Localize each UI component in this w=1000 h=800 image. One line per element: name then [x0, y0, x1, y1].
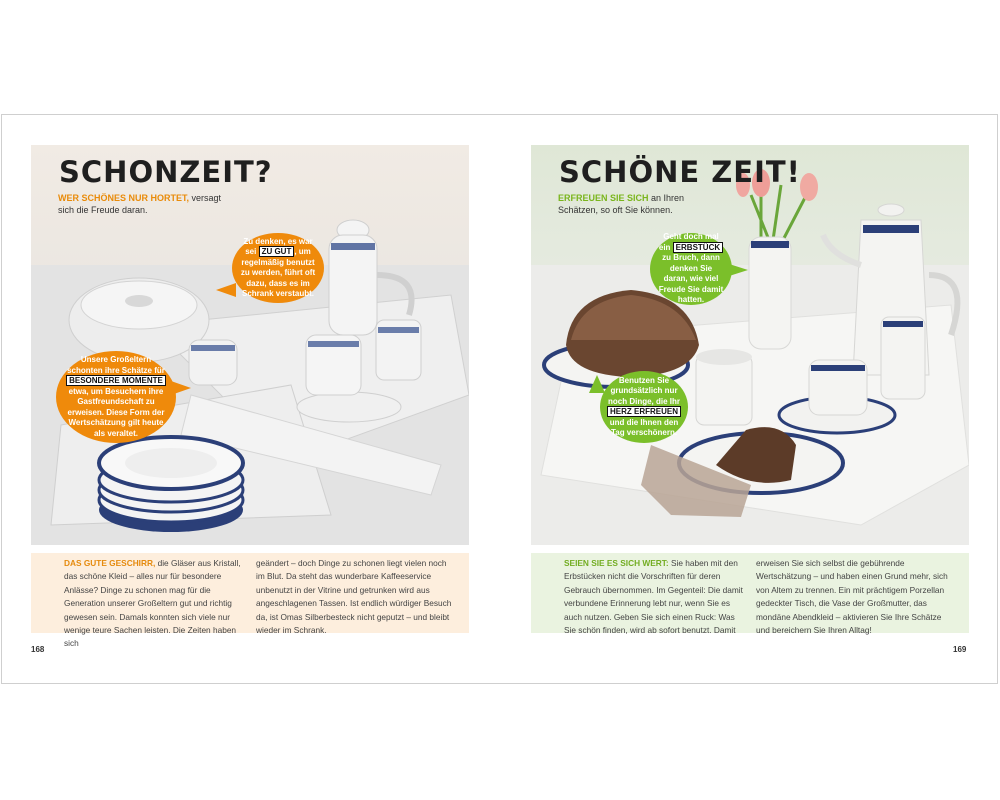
left-text-column-2: geändert – doch Dinge zu schonen liegt vielen noch im Blut. Da steht das wunderbare Kaffeeservice unbenutzt in der Vitrine und getrunken wird aus angeschlagenen Tassen. Ist endlich würdiger Besuch da, ist Omas Silberbesteck nicht geputzt – und bleibt wieder im Schrank.: [256, 558, 452, 636]
right-text-column-1: SEIEN SIE ES SICH WERT: Sie haben mit den Erbstücken nicht die Vorschriften für deren Gebrauch übernommen. Im Gegenteil: Die damit verbundene Erinnerung lebt nur, wenn Sie es auch nutzen. Geben Sie sich einen Ruck: Was Sie schön finden, wird ab sofort benutzt. Damit: [564, 558, 743, 636]
left-text-column-1: DAS GUTE GESCHIRR, die Gläser aus Kristall, das schöne Kleid – alles nur für besondere Anlässe? Dinge zu schonen mag für die Generation unserer Großeltern gut und richtig gewesen sein. Damals konnten sich viele nur wenige teure Sachen leisten. Die Zeiten haben sich: [64, 558, 241, 649]
right-subtitle: ERFREUEN SIE SICH an Ihren Schätzen, so oft Sie können.: [558, 193, 685, 215]
left-bubble-bottom-tail: [171, 381, 191, 395]
right-speech-bubble-top: Geht doch mal ein ERBSTÜCK zu Bruch, dann denken Sie daran, wie viel Freude Sie damit hatten.: [650, 233, 732, 305]
left-speech-bubble-bottom: Unsere Großeltern schonten ihre Schätze für BESONDERE MOMENTE etwa, um Besuchern ihre Gastfreundschaft zu erweisen. Diese Form der Wertschätzung gilt heute als veraltet.: [56, 351, 176, 443]
right-page-number: 169: [953, 645, 967, 654]
right-headline: SCHÖNE ZEIT!: [559, 155, 801, 189]
left-bubble-top-tail: [216, 283, 236, 297]
right-text-box: [531, 553, 969, 636]
right-bubble-bottom-tail: [589, 375, 605, 393]
left-page-number: 168: [31, 645, 45, 654]
left-photo: [31, 145, 469, 545]
right-text-column-2: erweisen Sie sich selbst die gebührende Wertschätzung – und haben einen Grund mehr, sich von Altem zu trennen. Ein mit prächtigem Porzellan gedeckter Tisch, die Vase der Großmutter, das mondäne Abendkleid – aktivieren Sie Ihre Schätze und bereichern Sie Ihren Alltag!: [756, 558, 948, 636]
left-text-box: [31, 553, 469, 649]
left-speech-bubble-top: Zu denken, es war sei ZU GUT , um regelmäßig benutzt zu werden, führt oft dazu, dass es im Schrank verstaubt.: [232, 233, 324, 303]
left-headline: SCHONZEIT?: [59, 155, 273, 189]
right-photo: [531, 145, 969, 545]
right-bubble-top-tail: [726, 263, 748, 277]
right-speech-bubble-bottom: Benutzen Sie grundsätzlich nur noch Dinge, die Ihr HERZ ERFREUEN und die Ihnen den Tag verschönern.: [600, 371, 688, 443]
left-subtitle: WER SCHÖNES NUR HORTET, versagt sich die Freude daran.: [58, 193, 222, 215]
